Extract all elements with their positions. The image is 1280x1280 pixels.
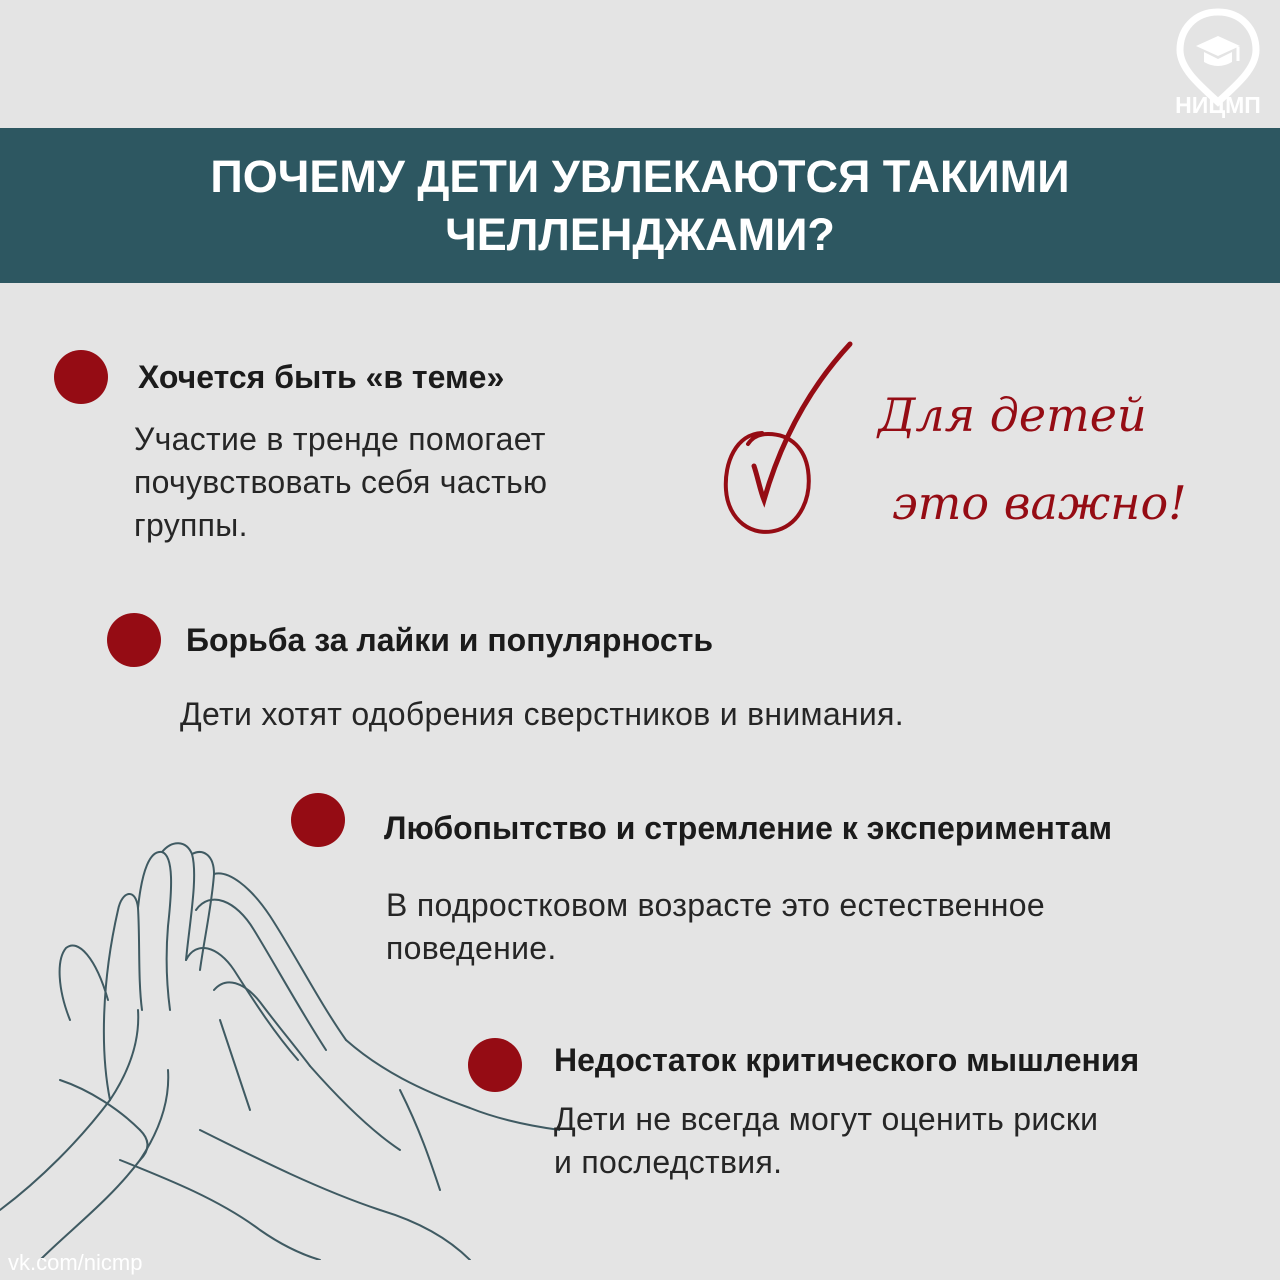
item-heading: Любопытство и стремление к экспериментам	[384, 810, 1112, 846]
note-line-1: Для детей	[878, 388, 1147, 442]
item-text-line: почувствовать себя частью	[134, 464, 548, 500]
item-text	[134, 418, 547, 547]
item-text-line: Дети хотят одобрения сверстников и внимания.	[180, 696, 904, 732]
page-title-line-1: ПОЧЕМУ ДЕТИ УВЛЕКАЮТСЯ ТАКИМИ	[210, 151, 1070, 202]
item-heading: Борьба за лайки и популярность	[186, 622, 714, 658]
item-text-line: поведение.	[386, 930, 557, 966]
item-heading: Недостаток критического мышления	[554, 1042, 1140, 1078]
item-text-line: и последствия.	[554, 1144, 783, 1180]
bullet-dot	[107, 613, 161, 667]
page-title	[0, 148, 1280, 264]
item-text	[554, 1098, 1098, 1184]
item-text	[180, 693, 904, 736]
note-line-2: это важно!	[892, 476, 1187, 530]
checkmark-circle-icon	[716, 338, 866, 548]
brand-name: НИЦМП	[1175, 92, 1261, 118]
item-heading: Хочется быть «в теме»	[138, 359, 505, 395]
item-text-line: В подростковом возрасте это естественное	[386, 887, 1045, 923]
item-text-line: группы.	[134, 507, 248, 543]
page-title-line-2: ЧЕЛЛЕНДЖАМИ?	[445, 209, 835, 260]
footer-link[interactable]: vk.com/nicmp	[8, 1250, 143, 1275]
bullet-dot	[468, 1038, 522, 1092]
item-text-line: Участие в тренде помогает	[134, 421, 546, 457]
bullet-dot	[54, 350, 108, 404]
item-text-line: Дети не всегда могут оценить риски	[554, 1101, 1099, 1137]
